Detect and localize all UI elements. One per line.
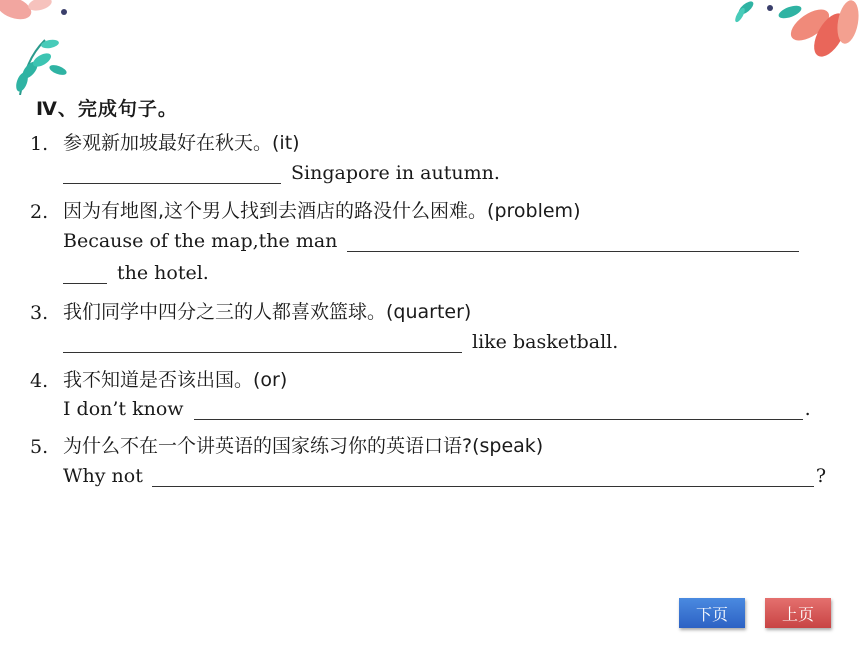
floral-decoration-right — [730, 0, 860, 70]
floral-decoration-left — [0, 0, 90, 95]
question-number: 3. — [30, 302, 49, 324]
answer-blank[interactable] — [63, 334, 462, 353]
question-4 — [30, 365, 287, 392]
answer-end-punctuation: ? — [815, 465, 827, 487]
next-page-button[interactable]: 下页 — [679, 598, 745, 628]
question-chinese: 我们同学中四分之三的人都喜欢篮球。(quarter) — [63, 301, 472, 323]
question-3 — [30, 297, 471, 324]
answer-text: like basketball. — [472, 331, 619, 353]
answer-blank[interactable] — [63, 265, 107, 284]
question-number: 1. — [30, 133, 49, 155]
question-5 — [30, 431, 543, 458]
answer-blank[interactable] — [152, 468, 814, 487]
question-2 — [30, 196, 580, 223]
answer-text: Singapore in autumn. — [291, 162, 500, 184]
question-2-answer-line-2 — [30, 262, 209, 284]
answer-blank[interactable] — [194, 401, 803, 420]
question-number: 4. — [30, 370, 49, 392]
question-1-answer-line — [30, 162, 500, 184]
section-heading: Ⅳ、完成句子。 — [36, 98, 178, 120]
answer-text: Why not — [63, 465, 143, 487]
question-chinese: 参观新加坡最好在秋天。(it) — [63, 132, 300, 154]
question-2-answer-line — [30, 230, 799, 252]
question-4-answer-line — [30, 398, 811, 420]
question-chinese: 因为有地图,这个男人找到去酒店的路没什么困难。(problem) — [63, 200, 581, 222]
answer-text: Because of the map,the man — [63, 230, 338, 252]
question-number: 5. — [30, 436, 49, 458]
question-3-answer-line — [30, 331, 618, 353]
answer-text: I don’t know — [63, 398, 184, 420]
question-5-answer-line — [30, 465, 826, 487]
question-number: 2. — [30, 201, 49, 223]
question-chinese: 我不知道是否该出国。(or) — [63, 369, 288, 391]
answer-text: the hotel. — [117, 262, 209, 284]
answer-blank[interactable] — [347, 233, 799, 252]
previous-page-button[interactable]: 上页 — [765, 598, 831, 628]
answer-end-punctuation: . — [804, 398, 811, 420]
answer-blank[interactable] — [63, 165, 281, 184]
question-1 — [30, 128, 300, 155]
question-chinese: 为什么不在一个讲英语的国家练习你的英语口语?(speak) — [63, 435, 544, 457]
